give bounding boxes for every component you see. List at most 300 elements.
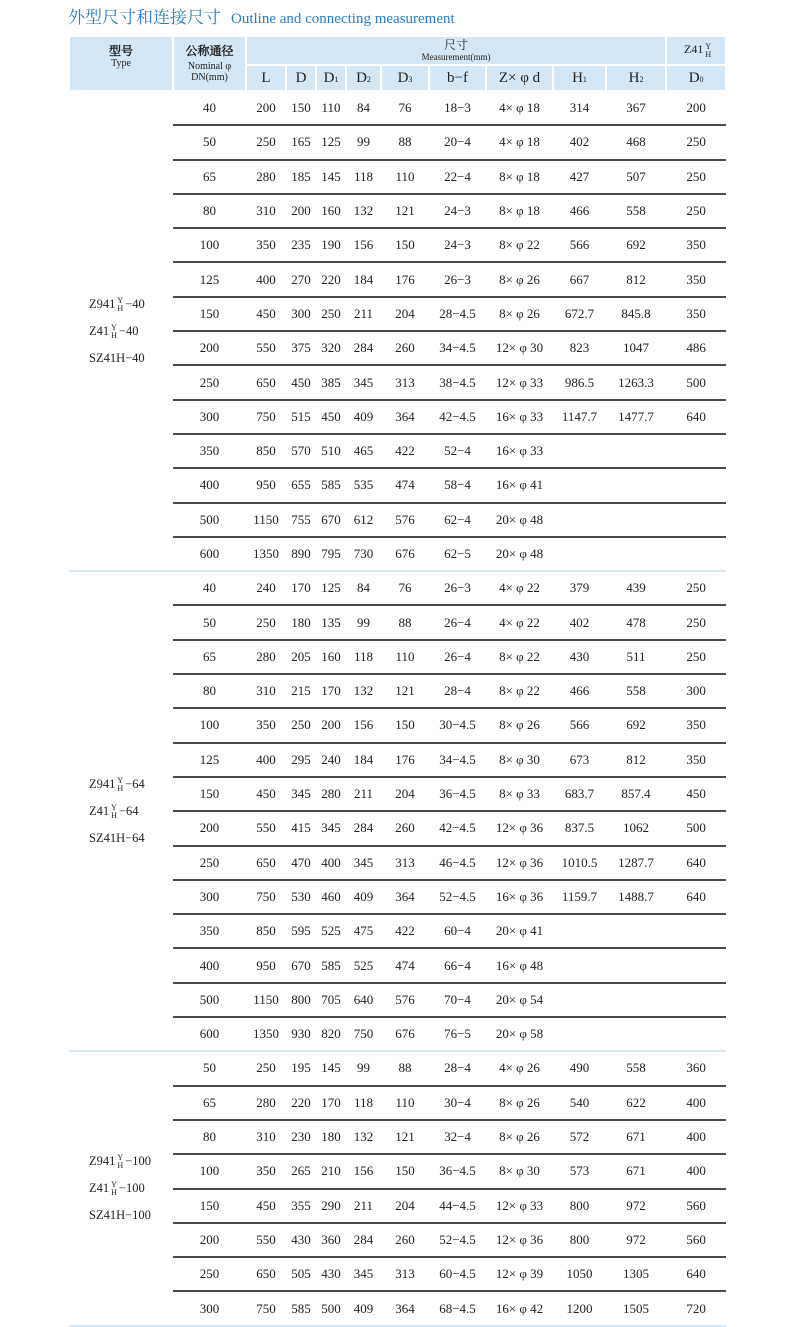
cell-h2: 671 <box>606 1120 666 1154</box>
cell-d: 505 <box>286 1257 316 1291</box>
z41-prefix: Z41 <box>683 42 704 57</box>
cell-l: 280 <box>246 160 286 194</box>
column-header-sub: 1 <box>582 74 587 84</box>
cell-l: 550 <box>246 811 286 845</box>
column-header-main: D <box>397 69 409 86</box>
cell-h2: 558 <box>606 194 666 228</box>
z41-bottom: H <box>705 49 712 59</box>
type-stack-bottom: H <box>111 810 117 820</box>
cell-d2: 465 <box>346 434 381 468</box>
cell-h2: 1263.3 <box>606 365 666 399</box>
cell-h1: 1200 <box>553 1291 606 1325</box>
cell-h2: 1047 <box>606 331 666 365</box>
cell-b-f: 52−4.5 <box>429 1223 486 1257</box>
cell-h2: 692 <box>606 708 666 742</box>
cell-l: 350 <box>246 708 286 742</box>
cell-h2: 367 <box>606 91 666 125</box>
cell-d3: 204 <box>381 777 429 811</box>
type-stack-top: Y <box>111 322 117 332</box>
cell-b-f: 32−4 <box>429 1120 486 1154</box>
cell-d: 515 <box>286 400 316 434</box>
cell-h2: 812 <box>606 743 666 777</box>
dn-header-cn: 公称通径 <box>185 43 234 58</box>
cell-dn: 50 <box>173 125 246 159</box>
cell-z-phi-d: 12× φ 36 <box>486 1223 553 1257</box>
cell-h2 <box>606 983 666 1017</box>
cell-z-phi-d: 16× φ 48 <box>486 948 553 982</box>
cell-h1: 672.7 <box>553 297 606 331</box>
cell-l: 350 <box>246 228 286 262</box>
title-en: Outline and connecting measurement <box>231 11 455 27</box>
cell-d3: 110 <box>381 160 429 194</box>
column-header-main: D <box>323 69 335 86</box>
cell-h2: 1505 <box>606 1291 666 1325</box>
cell-b-f: 28−4 <box>429 674 486 708</box>
cell-d: 800 <box>286 983 316 1017</box>
cell-l: 650 <box>246 846 286 880</box>
cell-d: 355 <box>286 1189 316 1223</box>
column-header-sub: 2 <box>366 74 371 84</box>
column-header <box>666 65 726 91</box>
type-cell <box>69 91 173 571</box>
cell-h2: 1477.7 <box>606 400 666 434</box>
table-row <box>69 571 726 605</box>
cell-d2: 118 <box>346 160 381 194</box>
cell-d1: 525 <box>316 914 346 948</box>
cell-d2: 184 <box>346 262 381 296</box>
cell-b-f: 58−4 <box>429 468 486 502</box>
cell-l: 240 <box>246 571 286 605</box>
cell-h1 <box>553 914 606 948</box>
cell-b-f: 24−3 <box>429 228 486 262</box>
cell-d2: 132 <box>346 194 381 228</box>
cell-h1: 572 <box>553 1120 606 1154</box>
cell-h2: 1062 <box>606 811 666 845</box>
cell-b-f: 52−4.5 <box>429 880 486 914</box>
cell-d1: 820 <box>316 1017 346 1051</box>
cell-h1: 430 <box>553 640 606 674</box>
cell-d: 215 <box>286 674 316 708</box>
cell-z-phi-d: 8× φ 26 <box>486 1086 553 1120</box>
cell-h1: 837.5 <box>553 811 606 845</box>
cell-z-phi-d: 8× φ 22 <box>486 674 553 708</box>
cell-b-f: 36−4.5 <box>429 1154 486 1188</box>
cell-d2: 284 <box>346 811 381 845</box>
cell-dn: 600 <box>173 537 246 571</box>
cell-d0: 640 <box>666 400 726 434</box>
column-header-main: D <box>295 69 307 86</box>
cell-d2: 156 <box>346 228 381 262</box>
cell-b-f: 62−4 <box>429 503 486 537</box>
cell-d1: 145 <box>316 160 346 194</box>
cell-d0: 250 <box>666 571 726 605</box>
cell-h1: 800 <box>553 1223 606 1257</box>
cell-l: 850 <box>246 914 286 948</box>
type-label <box>89 825 173 852</box>
cell-d1: 450 <box>316 400 346 434</box>
cell-z-phi-d: 8× φ 22 <box>486 640 553 674</box>
cell-b-f: 26−3 <box>429 571 486 605</box>
cell-d3: 676 <box>381 537 429 571</box>
cell-d3: 676 <box>381 1017 429 1051</box>
cell-h1: 800 <box>553 1189 606 1223</box>
cell-z-phi-d: 4× φ 22 <box>486 605 553 639</box>
cell-d0: 350 <box>666 708 726 742</box>
cell-d2: 184 <box>346 743 381 777</box>
cell-d3: 88 <box>381 1051 429 1085</box>
cell-d3: 121 <box>381 194 429 228</box>
cell-dn: 500 <box>173 983 246 1017</box>
cell-d1: 250 <box>316 297 346 331</box>
cell-z-phi-d: 20× φ 48 <box>486 537 553 571</box>
cell-dn: 400 <box>173 468 246 502</box>
cell-d0 <box>666 468 726 502</box>
cell-d2: 525 <box>346 948 381 982</box>
type-stack <box>111 324 117 340</box>
table-row <box>69 91 726 125</box>
cell-dn: 125 <box>173 262 246 296</box>
cell-d0 <box>666 948 726 982</box>
cell-d0: 640 <box>666 880 726 914</box>
cell-d1: 110 <box>316 91 346 125</box>
cell-d1: 125 <box>316 125 346 159</box>
cell-d3: 313 <box>381 846 429 880</box>
cell-h1 <box>553 948 606 982</box>
column-header-main: L <box>261 69 271 86</box>
column-header-main: D <box>356 69 367 86</box>
cell-d1: 160 <box>316 640 346 674</box>
cell-b-f: 26−4 <box>429 640 486 674</box>
cell-h2 <box>606 1017 666 1051</box>
cell-h1: 1159.7 <box>553 880 606 914</box>
cell-dn: 50 <box>173 1051 246 1085</box>
cell-d: 530 <box>286 880 316 914</box>
cell-d3: 364 <box>381 400 429 434</box>
cell-d3: 576 <box>381 503 429 537</box>
dn-header-en1: Nominal φ <box>187 60 232 72</box>
type-header-en: Type <box>111 58 131 69</box>
cell-dn: 200 <box>173 1223 246 1257</box>
cell-d: 165 <box>286 125 316 159</box>
cell-d3: 313 <box>381 1257 429 1291</box>
type-cell <box>69 571 173 1051</box>
cell-b-f: 20−4 <box>429 125 486 159</box>
cell-d: 220 <box>286 1086 316 1120</box>
column-header <box>286 65 316 91</box>
cell-l: 350 <box>246 1154 286 1188</box>
cell-h2: 857.4 <box>606 777 666 811</box>
cell-dn: 40 <box>173 91 246 125</box>
cell-d1: 320 <box>316 331 346 365</box>
cell-l: 750 <box>246 1291 286 1325</box>
cell-d2: 156 <box>346 708 381 742</box>
cell-z-phi-d: 8× φ 26 <box>486 297 553 331</box>
cell-b-f: 62−5 <box>429 537 486 571</box>
cell-d2: 730 <box>346 537 381 571</box>
type-stack <box>111 804 117 820</box>
cell-z-phi-d: 4× φ 26 <box>486 1051 553 1085</box>
cell-h2: 558 <box>606 1051 666 1085</box>
cell-d: 150 <box>286 91 316 125</box>
type-suffix: −64 <box>125 776 145 791</box>
type-prefix: Z941 <box>89 296 116 311</box>
column-header-sub: 2 <box>639 74 644 84</box>
type-prefix: SZ41H−40 <box>89 350 145 365</box>
cell-h1: 1010.5 <box>553 846 606 880</box>
cell-h1 <box>553 503 606 537</box>
cell-dn: 80 <box>173 1120 246 1154</box>
cell-h2: 1488.7 <box>606 880 666 914</box>
cell-dn: 300 <box>173 400 246 434</box>
cell-b-f: 60−4.5 <box>429 1257 486 1291</box>
cell-z-phi-d: 12× φ 39 <box>486 1257 553 1291</box>
column-header <box>553 65 606 91</box>
cell-d: 235 <box>286 228 316 262</box>
cell-d2: 750 <box>346 1017 381 1051</box>
cell-d3: 110 <box>381 1086 429 1120</box>
cell-d1: 125 <box>316 571 346 605</box>
cell-d3: 422 <box>381 914 429 948</box>
cell-z-phi-d: 20× φ 41 <box>486 914 553 948</box>
cell-d2: 118 <box>346 1086 381 1120</box>
type-prefix: Z41 <box>89 323 110 338</box>
type-stack-top: Y <box>111 1180 117 1190</box>
cell-d: 345 <box>286 777 316 811</box>
cell-d2: 118 <box>346 640 381 674</box>
cell-d: 755 <box>286 503 316 537</box>
cell-z-phi-d: 20× φ 48 <box>486 503 553 537</box>
cell-dn: 600 <box>173 1017 246 1051</box>
cell-d1: 160 <box>316 194 346 228</box>
cell-d: 470 <box>286 846 316 880</box>
cell-h2: 468 <box>606 125 666 159</box>
cell-l: 250 <box>246 605 286 639</box>
measurement-header-en: Measurement(mm) <box>421 51 491 62</box>
cell-h2: 558 <box>606 674 666 708</box>
cell-d3: 422 <box>381 434 429 468</box>
cell-z-phi-d: 12× φ 33 <box>486 365 553 399</box>
cell-d0 <box>666 983 726 1017</box>
cell-d0: 350 <box>666 743 726 777</box>
type-stack-bottom: H <box>111 330 117 340</box>
cell-dn: 500 <box>173 503 246 537</box>
cell-d: 295 <box>286 743 316 777</box>
cell-d3: 260 <box>381 331 429 365</box>
cell-d3: 364 <box>381 880 429 914</box>
cell-z-phi-d: 4× φ 22 <box>486 571 553 605</box>
cell-d1: 705 <box>316 983 346 1017</box>
cell-d0: 500 <box>666 365 726 399</box>
type-label <box>89 318 173 345</box>
cell-dn: 250 <box>173 365 246 399</box>
cell-d0 <box>666 1017 726 1051</box>
cell-l: 450 <box>246 1189 286 1223</box>
cell-z-phi-d: 12× φ 33 <box>486 1189 553 1223</box>
cell-d2: 640 <box>346 983 381 1017</box>
measurement-header <box>246 36 666 65</box>
cell-l: 650 <box>246 1257 286 1291</box>
type-header-cn: 型号 <box>108 44 133 58</box>
cell-b-f: 38−4.5 <box>429 365 486 399</box>
column-header-main: b−f <box>447 69 468 86</box>
cell-d0: 350 <box>666 297 726 331</box>
cell-h2: 972 <box>606 1223 666 1257</box>
type-suffix: −100 <box>125 1154 151 1168</box>
dn-header <box>173 36 246 91</box>
type-prefix: SZ41H−64 <box>89 830 145 845</box>
cell-h1 <box>553 468 606 502</box>
cell-dn: 200 <box>173 811 246 845</box>
page-title <box>68 3 455 28</box>
cell-l: 1150 <box>246 983 286 1017</box>
type-stack-bottom: H <box>117 783 124 793</box>
type-stack <box>117 1154 123 1170</box>
cell-h1: 402 <box>553 125 606 159</box>
type-suffix: −100 <box>118 1181 145 1195</box>
cell-h2: 1287.7 <box>606 846 666 880</box>
cell-b-f: 44−4.5 <box>429 1189 486 1223</box>
cell-l: 200 <box>246 91 286 125</box>
cell-l: 550 <box>246 331 286 365</box>
type-prefix: Z941 <box>89 1154 116 1168</box>
cell-l: 650 <box>246 365 286 399</box>
cell-d2: 211 <box>346 1189 381 1223</box>
cell-d2: 284 <box>346 1223 381 1257</box>
cell-z-phi-d: 12× φ 36 <box>486 811 553 845</box>
cell-d3: 474 <box>381 468 429 502</box>
cell-dn: 300 <box>173 1291 246 1325</box>
cell-d1: 220 <box>316 262 346 296</box>
cell-d: 655 <box>286 468 316 502</box>
column-header-sub: 1 <box>334 74 339 84</box>
cell-d3: 88 <box>381 605 429 639</box>
cell-h2: 812 <box>606 262 666 296</box>
cell-l: 450 <box>246 777 286 811</box>
cell-dn: 150 <box>173 297 246 331</box>
cell-dn: 50 <box>173 605 246 639</box>
type-label <box>89 291 173 318</box>
cell-d1: 585 <box>316 468 346 502</box>
cell-b-f: 34−4.5 <box>429 743 486 777</box>
cell-d: 450 <box>286 365 316 399</box>
cell-h1: 379 <box>553 571 606 605</box>
cell-d1: 210 <box>316 1154 346 1188</box>
cell-d: 185 <box>286 160 316 194</box>
cell-d3: 121 <box>381 674 429 708</box>
dimensions-table <box>68 35 727 1327</box>
cell-l: 1350 <box>246 537 286 571</box>
cell-d0: 560 <box>666 1223 726 1257</box>
cell-d1: 795 <box>316 537 346 571</box>
cell-d2: 345 <box>346 365 381 399</box>
cell-d0: 200 <box>666 91 726 125</box>
cell-d0 <box>666 914 726 948</box>
cell-d2: 99 <box>346 125 381 159</box>
cell-z-phi-d: 16× φ 33 <box>486 400 553 434</box>
type-label <box>89 798 173 825</box>
cell-d0: 250 <box>666 125 726 159</box>
cell-d0: 486 <box>666 331 726 365</box>
type-stack-bottom: H <box>117 303 124 313</box>
cell-d0: 250 <box>666 605 726 639</box>
cell-d0: 500 <box>666 811 726 845</box>
cell-d0: 250 <box>666 640 726 674</box>
cell-z-phi-d: 16× φ 42 <box>486 1291 553 1325</box>
cell-d2: 132 <box>346 674 381 708</box>
cell-d0: 400 <box>666 1120 726 1154</box>
cell-h2: 478 <box>606 605 666 639</box>
cell-d1: 145 <box>316 1051 346 1085</box>
cell-d: 670 <box>286 948 316 982</box>
cell-h1: 566 <box>553 708 606 742</box>
cell-d3: 176 <box>381 262 429 296</box>
measurement-header-cn: 尺寸 <box>444 37 469 52</box>
column-header <box>246 65 286 91</box>
cell-dn: 100 <box>173 1154 246 1188</box>
type-stack-top: Y <box>111 802 117 812</box>
cell-d2: 84 <box>346 571 381 605</box>
cell-b-f: 26−4 <box>429 605 486 639</box>
cell-dn: 250 <box>173 846 246 880</box>
cell-d1: 430 <box>316 1257 346 1291</box>
cell-h2: 1305 <box>606 1257 666 1291</box>
cell-d2: 99 <box>346 1051 381 1085</box>
cell-l: 1150 <box>246 503 286 537</box>
cell-d: 930 <box>286 1017 316 1051</box>
column-header <box>346 65 381 91</box>
cell-d3: 576 <box>381 983 429 1017</box>
cell-d3: 150 <box>381 228 429 262</box>
column-header-main: Z× φ d <box>498 69 541 86</box>
column-header <box>429 65 486 91</box>
cell-d0: 300 <box>666 674 726 708</box>
cell-b-f: 68−4.5 <box>429 1291 486 1325</box>
cell-h2: 692 <box>606 228 666 262</box>
cell-d2: 84 <box>346 91 381 125</box>
cell-z-phi-d: 8× φ 30 <box>486 1154 553 1188</box>
cell-d3: 474 <box>381 948 429 982</box>
column-header <box>486 65 553 91</box>
cell-dn: 65 <box>173 1086 246 1120</box>
cell-d1: 385 <box>316 365 346 399</box>
cell-dn: 400 <box>173 948 246 982</box>
cell-d2: 132 <box>346 1120 381 1154</box>
cell-d1: 170 <box>316 674 346 708</box>
cell-z-phi-d: 12× φ 30 <box>486 331 553 365</box>
cell-d1: 460 <box>316 880 346 914</box>
cell-l: 850 <box>246 434 286 468</box>
cell-d1: 180 <box>316 1120 346 1154</box>
cell-b-f: 26−3 <box>429 262 486 296</box>
cell-d: 230 <box>286 1120 316 1154</box>
cell-z-phi-d: 4× φ 18 <box>486 91 553 125</box>
cell-d: 585 <box>286 1291 316 1325</box>
cell-d: 180 <box>286 605 316 639</box>
cell-l: 400 <box>246 743 286 777</box>
type-stack-bottom: H <box>117 1161 124 1171</box>
cell-b-f: 18−3 <box>429 91 486 125</box>
cell-h1 <box>553 983 606 1017</box>
cell-d: 595 <box>286 914 316 948</box>
type-stack <box>111 1181 117 1197</box>
cell-d2: 345 <box>346 1257 381 1291</box>
cell-d3: 204 <box>381 1189 429 1223</box>
cell-b-f: 46−4.5 <box>429 846 486 880</box>
cell-d2: 409 <box>346 1291 381 1325</box>
cell-h1: 540 <box>553 1086 606 1120</box>
cell-d1: 670 <box>316 503 346 537</box>
cell-l: 750 <box>246 400 286 434</box>
